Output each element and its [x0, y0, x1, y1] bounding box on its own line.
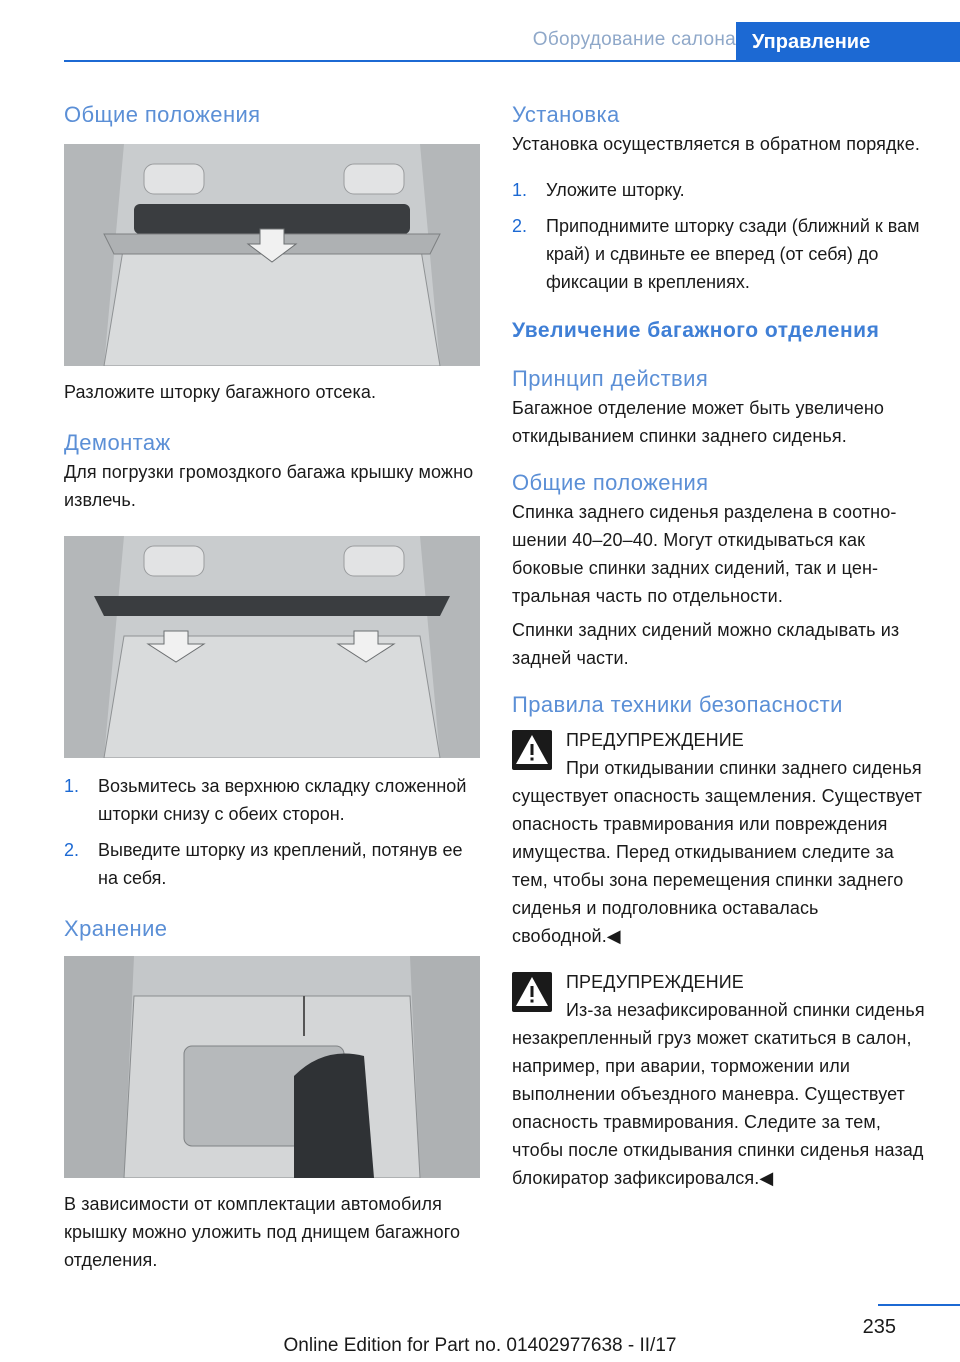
- warning-triangle-icon: [512, 972, 552, 1012]
- figure-cover-extended: [64, 144, 480, 366]
- heading-principle: Принцип действия: [512, 366, 709, 391]
- removal-steps: [64, 772, 482, 892]
- heading-storage: Хранение: [64, 916, 168, 941]
- warning-2-title: ПРЕДУПРЕЖДЕНИЕ: [566, 972, 744, 992]
- warning-1-title: ПРЕДУПРЕЖДЕНИЕ: [566, 730, 744, 750]
- page-header: [64, 22, 960, 62]
- heading-enlarge-trunk: Увеличение багажного отделения: [512, 319, 880, 342]
- illustration-trunk-cover-1: [64, 144, 480, 366]
- heading-removal: Демонтаж: [64, 430, 171, 455]
- list-item: 2. Приподнимите шторку сзади (ближний к вам край) и сдвиньте ее вперед (от себя) до фиксации в креплениях.: [512, 216, 920, 292]
- warning-block-1: [512, 726, 930, 950]
- principle-text: Багажное отделение может быть увеличено откидыванием спинки заднего сиденья.: [512, 398, 885, 446]
- footer-edition: Online Edition for Part no. 01402977638 - II/17: [283, 1335, 677, 1356]
- general-text-1: Спинка заднего сиденья разделена в соотношении 40–20–40. Могут откидываться как боковые спинки задних сидений, так и центральная часть по отдельности.: [512, 502, 897, 606]
- heading-general: Общие положения: [64, 102, 261, 127]
- installation-text: Установка осуществляется в обратном порядке.: [512, 134, 920, 154]
- illustration-trunk-storage: [64, 956, 480, 1178]
- list-item: 1. Возьмитесь за верхнюю складку сложенной шторки снизу с обеих сторон.: [64, 776, 467, 824]
- removal-text: Для погрузки громоздкого багажа крышку можно извлечь.: [64, 462, 474, 510]
- storage-text: В зависимости от комплектации автомобиля крышку можно уложить под днищем багажного отделения.: [64, 1194, 461, 1270]
- illustration-trunk-cover-2: [64, 536, 480, 758]
- heading-safety: Правила техники безопасности: [512, 692, 843, 717]
- footer-rule: [878, 1304, 960, 1306]
- warning-triangle-icon: [512, 730, 552, 770]
- right-column: [512, 100, 930, 1192]
- figure-cover-storage: [64, 956, 480, 1178]
- header-rule: [64, 60, 960, 62]
- page-number: 235: [862, 1316, 896, 1338]
- warning-block-2: [512, 968, 930, 1192]
- warning-1-body: При откидывании спинки заднего сиденья существует опасность защемления. Существует опасность травмирования или повреждения имущества. Перед откидыванием следите за тем, чтобы зона перемещения спинки заднего сиденья и подголовника оставалась свободной.◀: [512, 758, 923, 946]
- header-section-title: Оборудование салона: [532, 29, 736, 50]
- general-text-2: Спинки задних сидений можно складывать из задней части.: [512, 620, 900, 668]
- left-column: [64, 100, 482, 1274]
- list-item: 2. Выведите шторку из креплений, потянув ее на себя.: [64, 840, 463, 888]
- caption-unfold-cover: Разложите шторку багажного отсека.: [64, 382, 377, 402]
- figure-cover-removal: [64, 536, 480, 758]
- list-item: 1. Уложите шторку.: [512, 180, 685, 200]
- warning-2-body: Из-за незафиксированной спинки сиденья незакрепленный груз может скатиться в салон, например, при аварии, торможении или выполнении объездного маневра. Существует опасность травмирования. Следите за тем, чтобы после откидывания спинки сиденья назад блокиратор зафиксировался.◀: [512, 1000, 925, 1188]
- heading-installation: Установка: [512, 102, 620, 127]
- header-chapter-tab: Управление: [736, 22, 960, 62]
- heading-general-right: Общие положения: [512, 470, 709, 495]
- installation-steps: [512, 176, 930, 296]
